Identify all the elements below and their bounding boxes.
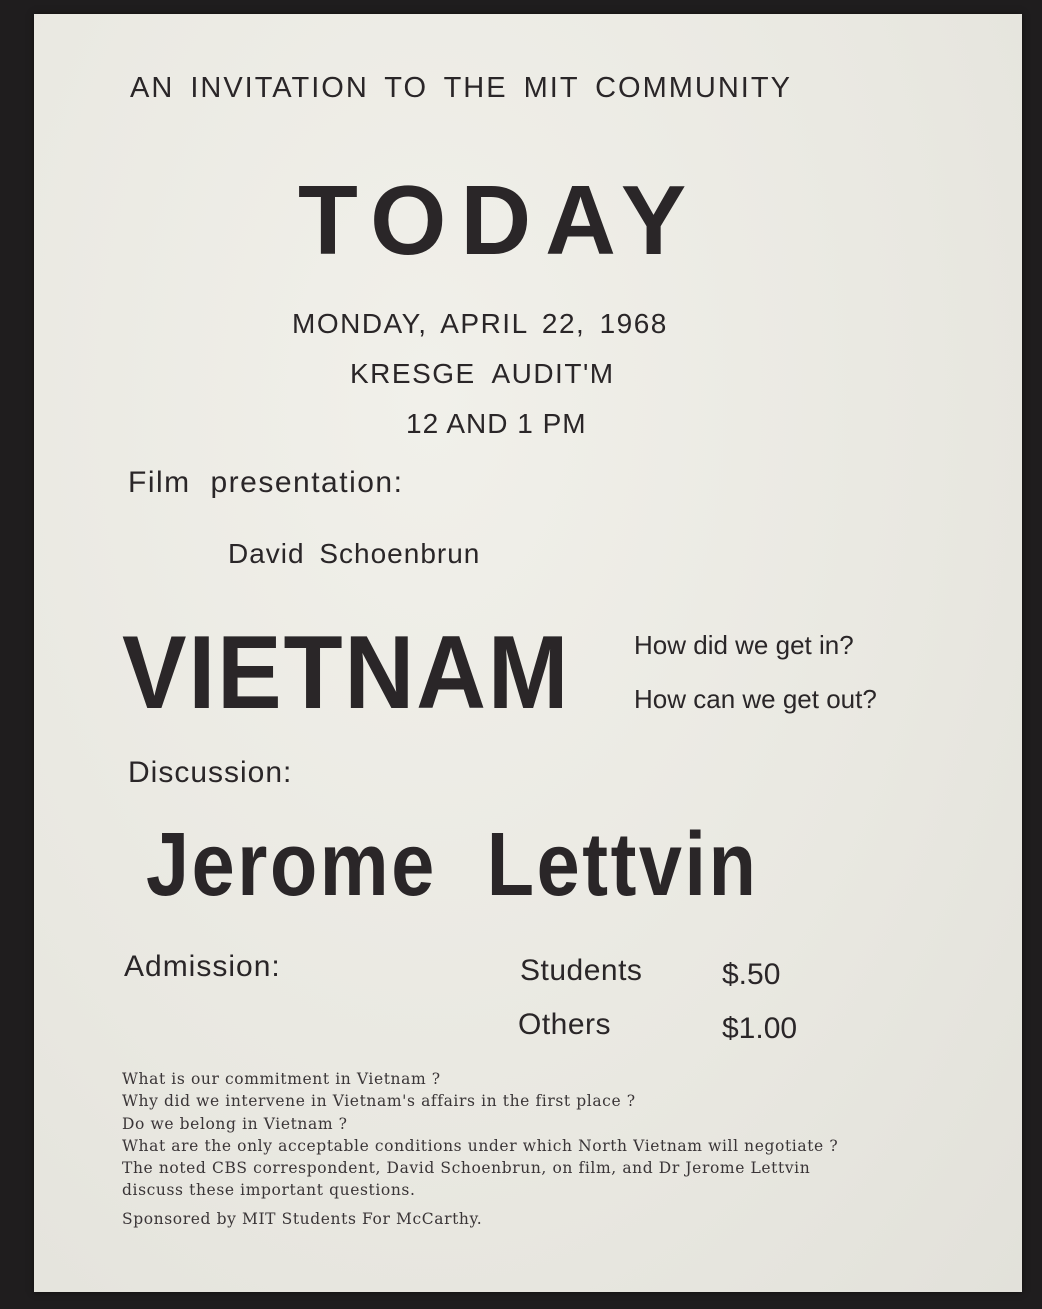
description-line: Do we belong in Vietnam ? bbox=[122, 1114, 348, 1133]
description-line: What are the only acceptable conditions under which North Vietnam will negotiate ? bbox=[122, 1136, 839, 1155]
event-venue: KRESGE AUDIT'M bbox=[350, 358, 615, 389]
admission-students-label: Students bbox=[520, 954, 643, 987]
film-title: VIETNAM bbox=[122, 615, 571, 731]
today-headline: TODAY bbox=[298, 165, 701, 275]
event-time: 12 AND 1 PM bbox=[406, 408, 587, 439]
admission-students-price: $.50 bbox=[722, 958, 781, 991]
description-line: The noted CBS correspondent, David Schoenbrun, on film, and Dr Jerome Lettvin bbox=[122, 1159, 811, 1178]
admission-others-price: $1.00 bbox=[722, 1012, 798, 1045]
admission-others-label: Others bbox=[518, 1008, 612, 1041]
discussion-label: Discussion: bbox=[128, 756, 293, 789]
description-text bbox=[122, 1068, 838, 1202]
sponsor-line: Sponsored by MIT Students For McCarthy. bbox=[122, 1210, 483, 1228]
description-line: What is our commitment in Vietnam ? bbox=[122, 1070, 441, 1088]
film-presenter: David Schoenbrun bbox=[228, 538, 481, 569]
admission-label: Admission: bbox=[124, 950, 281, 983]
description-line: discuss these important questions. bbox=[122, 1181, 416, 1200]
film-question-1: How did we get in? bbox=[634, 630, 854, 660]
film-label: Film presentation: bbox=[128, 466, 404, 499]
discussion-speaker: Jerome Lettvin bbox=[146, 815, 759, 915]
invitation-heading: AN INVITATION TO THE MIT COMMUNITY bbox=[130, 72, 792, 104]
film-question-2: How can we get out? bbox=[634, 684, 877, 714]
flyer-paper bbox=[34, 14, 1022, 1292]
event-date: MONDAY, APRIL 22, 1968 bbox=[292, 308, 668, 339]
description-line: Why did we intervene in Vietnam's affairs in the first place ? bbox=[122, 1092, 636, 1111]
